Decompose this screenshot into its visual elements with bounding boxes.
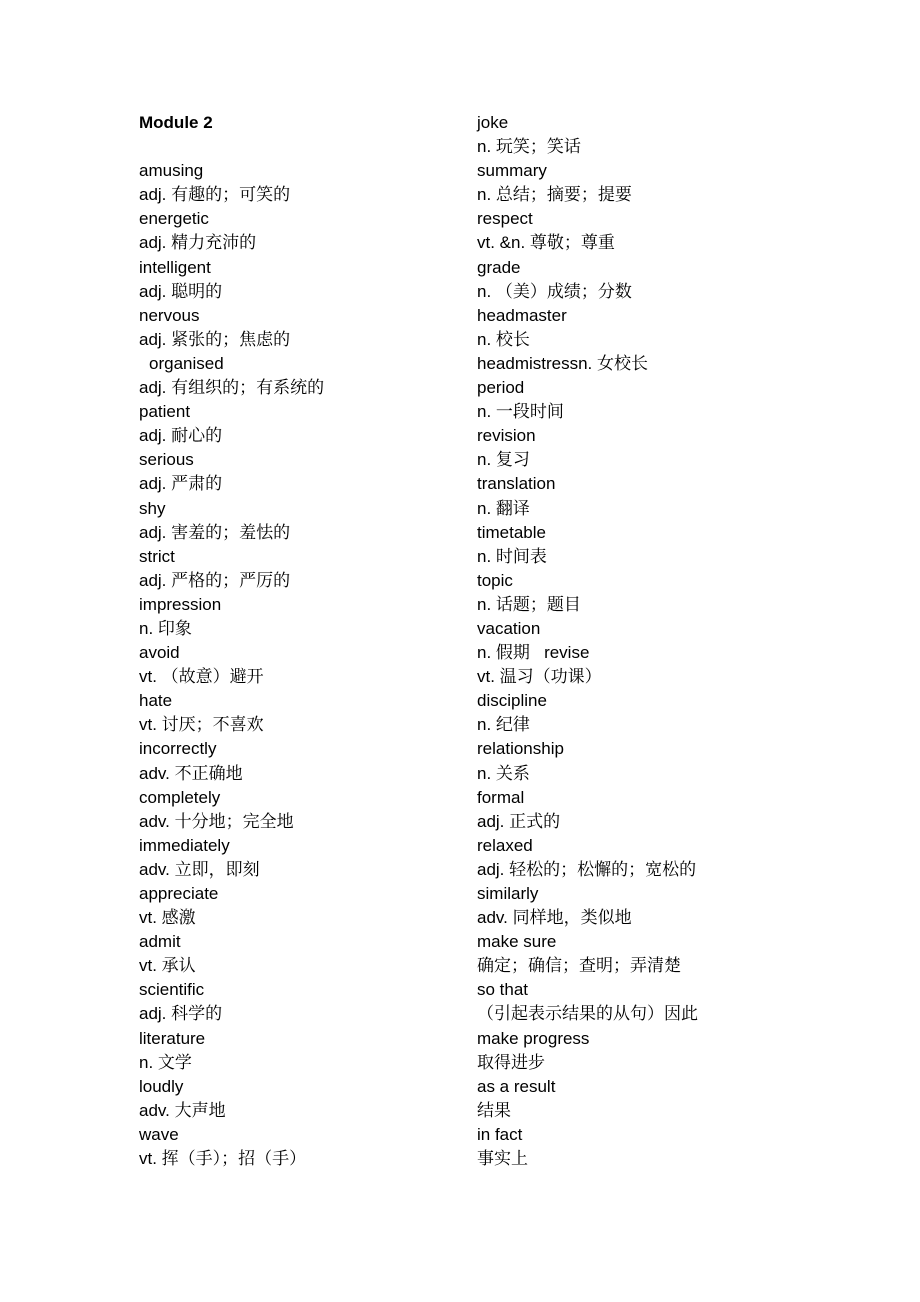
vocab-line: 取得进步 — [477, 1052, 545, 1072]
vocab-line: similarly — [477, 884, 539, 903]
vocab-line: timetable — [477, 522, 546, 542]
vocab-definition: adj. 害羞的；羞怯的 — [139, 522, 291, 542]
vocab-definition: vt. （故意）避开 — [139, 667, 264, 687]
vocab-line: n. 时间表 — [477, 546, 547, 566]
vocab-definition: adj. 紧张的；焦虑的 — [139, 329, 291, 349]
vocab-word: amusing — [139, 161, 204, 181]
vocab-line: relationship — [477, 739, 564, 759]
vocab-line: respect — [477, 209, 533, 229]
vocab-definition: adj. 科学的 — [139, 1004, 223, 1024]
vocab-definition: n. 印象 — [139, 618, 192, 638]
vocab-word: energetic — [139, 209, 209, 229]
vocab-word: patient — [139, 402, 191, 422]
vocab-line: summary — [477, 161, 547, 181]
vocab-line: vacation — [477, 618, 541, 638]
vocab-definition: vt. 感激 — [139, 908, 196, 928]
vocab-word: admit — [139, 932, 181, 952]
vocab-word: impression — [139, 594, 222, 614]
vocab-line: period — [477, 378, 525, 398]
vocab-line: discipline — [477, 691, 547, 711]
vocab-line: adj. 轻松的；松懈的；宽松的 — [477, 859, 697, 879]
vocab-line: headmaster — [477, 305, 567, 325]
vocab-line: so that — [477, 980, 529, 1000]
vocab-word: loudly — [139, 1076, 184, 1096]
vocab-line: 结果 — [477, 1100, 511, 1120]
vocab-word: scientific — [139, 980, 205, 1000]
vocab-line: make sure — [477, 932, 557, 952]
vocab-line: vt. 温习（功课） — [477, 667, 602, 687]
vocab-line: headmistressn. 女校长 — [477, 353, 648, 373]
vocab-line: （引起表示结果的从句）因此 — [477, 1004, 698, 1024]
vocab-definition: adj. 有组织的；有系统的 — [139, 378, 325, 398]
vocab-line: n. 校长 — [477, 329, 530, 349]
vocab-word: nervous — [139, 305, 200, 325]
vocab-line: vt. &n. 尊敬；尊重 — [477, 233, 615, 253]
vocab-definition: vt. 挥（手）；招（手） — [139, 1149, 307, 1169]
vocab-line: adv. 同样地，类似地 — [477, 908, 632, 928]
vocab-definition: adj. 耐心的 — [139, 426, 223, 446]
vocab-line: translation — [477, 474, 556, 494]
vocab-word: intelligent — [139, 257, 211, 277]
vocab-line: adj. 正式的 — [477, 811, 561, 831]
vocab-line: in fact — [477, 1124, 523, 1144]
vocab-word: wave — [139, 1124, 179, 1144]
vocab-definition: adj. 严格的；严厉的 — [139, 570, 291, 590]
vocab-definition: adj. 有趣的；可笑的 — [139, 185, 291, 205]
vocab-line: n. （美）成绩；分数 — [477, 281, 632, 301]
vocab-line: 确定；确信；查明；弄清楚 — [477, 956, 681, 976]
vocab-word: shy — [139, 498, 166, 518]
vocab-line: as a result — [477, 1076, 556, 1096]
vocab-definition: adv. 十分地；完全地 — [139, 811, 294, 831]
left-word-list — [139, 159, 459, 1171]
vocab-word: avoid — [139, 643, 180, 663]
vocab-line: n. 复习 — [477, 450, 530, 470]
vocab-word: serious — [139, 450, 194, 470]
right-word-list — [477, 111, 777, 1171]
vocab-line: n. 一段时间 — [477, 402, 564, 422]
module-title: Module 2 — [139, 113, 213, 132]
vocab-line: n. 话题；题目 — [477, 594, 581, 614]
vocab-definition: adj. 严肃的 — [139, 474, 223, 494]
vocab-line: n. 关系 — [477, 763, 530, 783]
vocab-word: strict — [139, 546, 175, 566]
vocab-definition: adv. 大声地 — [139, 1100, 226, 1120]
vocab-line: n. 玩笑；笑话 — [477, 137, 581, 157]
vocab-word: hate — [139, 691, 173, 711]
vocab-word: literature — [139, 1028, 206, 1048]
vocab-line: topic — [477, 570, 513, 590]
vocabulary-left-column — [139, 111, 459, 1171]
vocab-word: incorrectly — [139, 739, 217, 759]
vocab-line: joke — [477, 113, 509, 132]
vocab-word: appreciate — [139, 884, 219, 903]
vocab-definition: adj. 精力充沛的 — [139, 233, 257, 253]
vocab-line: make progress — [477, 1028, 590, 1048]
vocab-line: n. 纪律 — [477, 715, 530, 735]
vocabulary-right-column — [477, 111, 777, 1171]
blank-line — [139, 135, 459, 159]
vocab-definition: vt. 承认 — [139, 956, 196, 976]
vocab-line: formal — [477, 787, 525, 807]
vocab-definition: vt. 讨厌；不喜欢 — [139, 715, 264, 735]
vocab-line: relaxed — [477, 835, 533, 855]
vocab-line: n. 总结；摘要；提要 — [477, 185, 632, 205]
vocab-word: completely — [139, 787, 221, 807]
vocab-line: revision — [477, 426, 536, 446]
vocab-word: immediately — [139, 835, 230, 855]
vocab-definition: adv. 不正确地 — [139, 763, 243, 783]
vocab-definition: adj. 聪明的 — [139, 281, 223, 301]
vocab-line: 事实上 — [477, 1149, 528, 1169]
vocab-definition: adv. 立即，即刻 — [139, 859, 260, 879]
vocab-definition: n. 文学 — [139, 1052, 192, 1072]
vocab-line: grade — [477, 257, 521, 277]
vocab-line: n. 假期 revise — [477, 643, 590, 663]
vocab-line: n. 翻译 — [477, 498, 530, 518]
vocab-word: organised — [149, 353, 224, 373]
